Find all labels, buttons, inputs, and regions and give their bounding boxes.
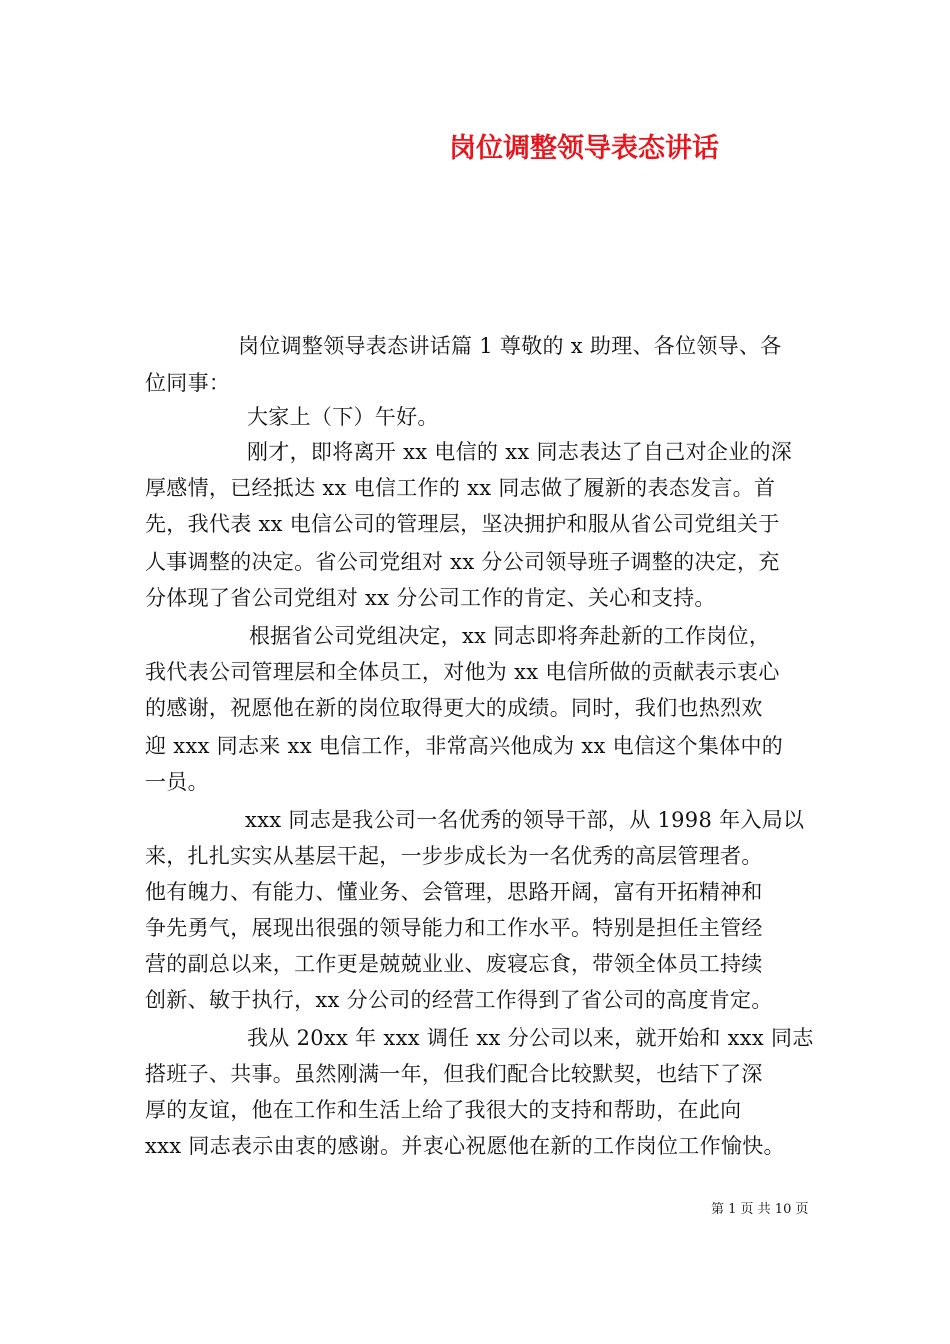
text-line: xxx 同志表示由衷的感谢。并衷心祝愿他在新的工作岗位工作愉快。 — [145, 1134, 785, 1158]
text-line: xxx 同志是我公司一名优秀的领导干部，从 1998 年入局以 — [245, 808, 805, 832]
text-line: 位同事： — [145, 371, 231, 395]
text-line: 的感谢，祝愿他在新的岗位取得更大的成绩。同时，我们也热烈欢 — [145, 696, 763, 720]
text-line: 分体现了省公司党组对 xx 分公司工作的肯定、关心和支持。 — [145, 586, 716, 610]
text-line: 他有魄力、有能力、懂业务、会管理，思路开阔，富有开拓精神和 — [145, 880, 763, 904]
text-line: 岗位调整领导表态讲话篇 1 尊敬的 x 助理、各位领导、各 — [238, 334, 782, 358]
text-line: 迎 xxx 同志来 xx 电信工作，非常高兴他成为 xx 电信这个集体中的 — [145, 734, 784, 758]
text-line: 厚感情，已经抵达 xx 电信工作的 xx 同志做了履新的表态发言。首 — [145, 476, 776, 500]
text-line: 厚的友谊，他在工作和生活上给了我很大的支持和帮助，在此向 — [145, 1098, 742, 1122]
text-line: 创新、敏于执行，xx 分公司的经营工作得到了省公司的高度肯定。 — [145, 988, 773, 1012]
text-line: 人事调整的决定。省公司党组对 xx 分公司领导班子调整的决定，充 — [145, 550, 780, 574]
text-line: 大家上（下）午好。 — [247, 405, 439, 429]
text-line: 先，我代表 xx 电信公司的管理层，坚决拥护和服从省公司党组关于 — [145, 512, 780, 536]
text-line: 我代表公司管理层和全体员工，对他为 xx 电信所做的贡献表示衷心 — [145, 660, 780, 684]
page-title: 岗位调整领导表态讲话 — [449, 133, 719, 164]
text-line: 营的副总以来，工作更是兢兢业业、废寝忘食，带领全体员工持续 — [145, 952, 763, 976]
text-line: 来，扎扎实实从基层干起，一步步成长为一名优秀的高层管理者。 — [145, 844, 763, 868]
text-line: 搭班子、共事。虽然刚满一年，但我们配合比较默契，也结下了深 — [145, 1062, 763, 1086]
text-line: 一员。 — [145, 770, 209, 794]
text-line: 我从 20xx 年 xxx 调任 xx 分公司以来，就开始和 xxx 同志 — [247, 1026, 814, 1050]
text-line: 争先勇气，展现出很强的领导能力和工作水平。特别是担任主管经 — [145, 916, 763, 940]
page-number-footer: 第 1 页 共 10 页 — [711, 1202, 809, 1217]
text-line: 根据省公司党组决定，xx 同志即将奔赴新的工作岗位， — [249, 624, 771, 648]
text-line: 刚才，即将离开 xx 电信的 xx 同志表达了自己对企业的深 — [247, 440, 793, 464]
